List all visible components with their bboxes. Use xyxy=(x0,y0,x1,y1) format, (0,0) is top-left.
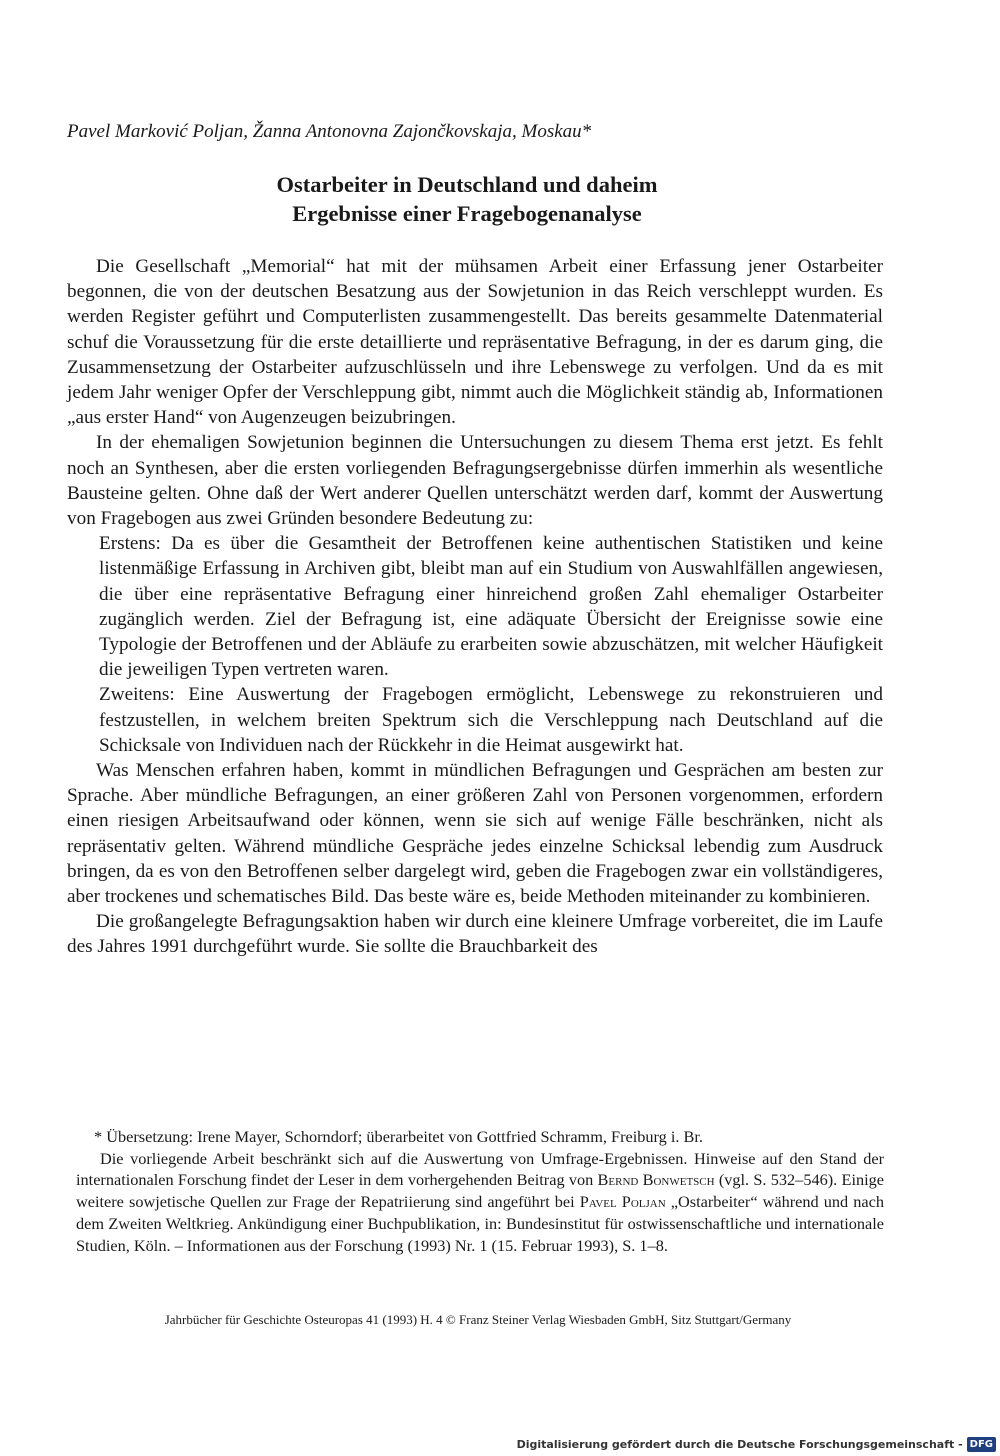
body-paragraph-research-state: In der ehemaligen Sowjetunion beginnen die Untersuchungen zu diesem Thema erst jetzt. Es fehlt noch an Synthesen, aber die ersten vorliegenden Befragungsergebnisse dürfen immerhin als wesentliche Bausteine gelten. Ohne daß der Wert anderer Quellen unterschätzt werden darf, kommt der Auswertung von Fragebogen aus zwei Gründen besondere Bedeutung zu: xyxy=(67,432,883,530)
footnote xyxy=(76,1126,884,1256)
digitization-banner xyxy=(517,1437,996,1452)
footnote-text-3: „Ostarbeiter“ während und nach dem Zweiten Weltkrieg. Ankündigung einer Buchpublikation, in: Bundesinstitut für ostwissenschaftliche und internationale Studien, Köln. – Informationen aus der Forschung (1993) Nr. 1 (15. Februar 1993), S. 1–8. xyxy=(76,1192,885,1255)
body-paragraph-intro: Die Gesellschaft „Memorial“ hat mit der mühsamen Arbeit einer Erfassung jener Ostarbeiter begonnen, die von der deutschen Besatzung aus der Sowjetunion in das Reich verschleppt wurden. Es werden Register geführt und Computerlisten zusammengestellt. Das bereits gesammelte Datenmaterial schuf die Voraussetzung für die erste detaillierte und repräsentative Befragung, in der es darum ging, die Zusammensetzung der Ostarbeiter aufzuschlüsseln und ihre Lebenswege zu verfolgen. Und da es mit jedem Jahr weniger Opfer der Verschleppung gibt, nimmt auch die Möglichkeit ständig ab, Informationen „aus erster Hand“ von Augenzeugen beizubringen. xyxy=(67,256,883,429)
footnote-translation: * Übersetzung: Irene Mayer, Schorndorf; überarbeitet von Gottfried Schramm, Freiburg i. Br. xyxy=(94,1127,703,1146)
body-paragraph-oral-interviews: Was Menschen erfahren haben, kommt in mündlichen Befragungen und Gesprächen am besten zur Sprache. Aber mündliche Befragungen, an einer größeren Zahl von Personen vorgenommen, erfordern einen riesigen Arbeitsaufwand oder können, wenn sie sich auf wenige Fälle beschränken, nicht als repräsentativ gelten. Während mündliche Gespräche jedes einzelne Schicksal lebendig zum Ausdruck bringen, da es von den Betroffenen selber dargelegt wird, geben die Fragebogen zwar ein vollständigeres, aber trockenes und schematisches Bild. Das beste wäre es, beide Methoden miteinander zu kombinieren. xyxy=(67,760,883,908)
title-line-2: Ergebnisse einer Fragebogenanalyse xyxy=(292,201,642,226)
body-paragraph-pilot-survey: Die großangelegte Befragungsaktion haben wir durch eine kleinere Umfrage vorbereitet, die im Laufe des Jahres 1991 durchgeführt wurde. Sie sollte die Brauchbarkeit des xyxy=(67,911,883,958)
digitization-note: Digitalisierung gefördert durch die Deutsche Forschungsgemeinschaft - xyxy=(516,1438,963,1451)
footnote-author-bonwetsch: Bernd Bonwetsch xyxy=(597,1170,715,1190)
article-title xyxy=(0,170,934,228)
footnote-text-2: (vgl. S. 532–546). Einige weitere sowjetische Quellen zur Frage der Repatriierung sind angeführt bei xyxy=(76,1170,884,1212)
footnote-body xyxy=(76,1148,884,1257)
author-line: Pavel Marković Poljan, Žanna Antonovna Zajončkovskaja, Moskau* xyxy=(67,121,592,142)
footnote-author-poljan: Pavel Poljan xyxy=(579,1192,666,1212)
journal-citation-line: Jahrbücher für Geschichte Osteuropas 41 (1993) H. 4 © Franz Steiner Verlag Wiesbaden GmbH, Sitz Stuttgart/Germany xyxy=(164,1312,792,1327)
article-body xyxy=(67,254,883,960)
title-line-1: Ostarbeiter in Deutschland und daheim xyxy=(276,172,658,197)
body-paragraph-second-reason: Zweitens: Eine Auswertung der Fragebogen ermöglicht, Lebenswege zu rekonstruieren und festzustellen, in welchem breiten Spektrum sich die Verschleppung nach Deutschland auf die Schicksale von Individuen nach der Rückkehr in die Heimat ausgewirkt hat. xyxy=(99,684,883,756)
body-paragraph-first-reason: Erstens: Da es über die Gesamtheit der Betroffenen keine authentischen Statistiken und keine listenmäßige Erfassung in Archiven gibt, bleibt man auf ein Studium von Auswahlfällen angewiesen, die über eine repräsentative Befragung einer hinreichend großen Zahl ehemaliger Ostarbeiter zugänglich werden. Ziel der Befragung ist, eine adäquate Übersicht der Ereignisse sowie eine Typologie der Betroffenen und der Abläufe zu erarbeiten sowie abzuschätzen, mit welcher Häufigkeit die jeweiligen Typen vertreten waren. xyxy=(99,533,883,681)
footnote-text-1: Die vorliegende Arbeit beschränkt sich auf die Auswertung von Umfrage-Ergebnissen. Hinweise auf den Stand der internationalen Forschung findet der Leser in dem vorhergehenden Beitrag von xyxy=(76,1148,884,1190)
dfg-logo-icon: DFG xyxy=(967,1437,996,1452)
